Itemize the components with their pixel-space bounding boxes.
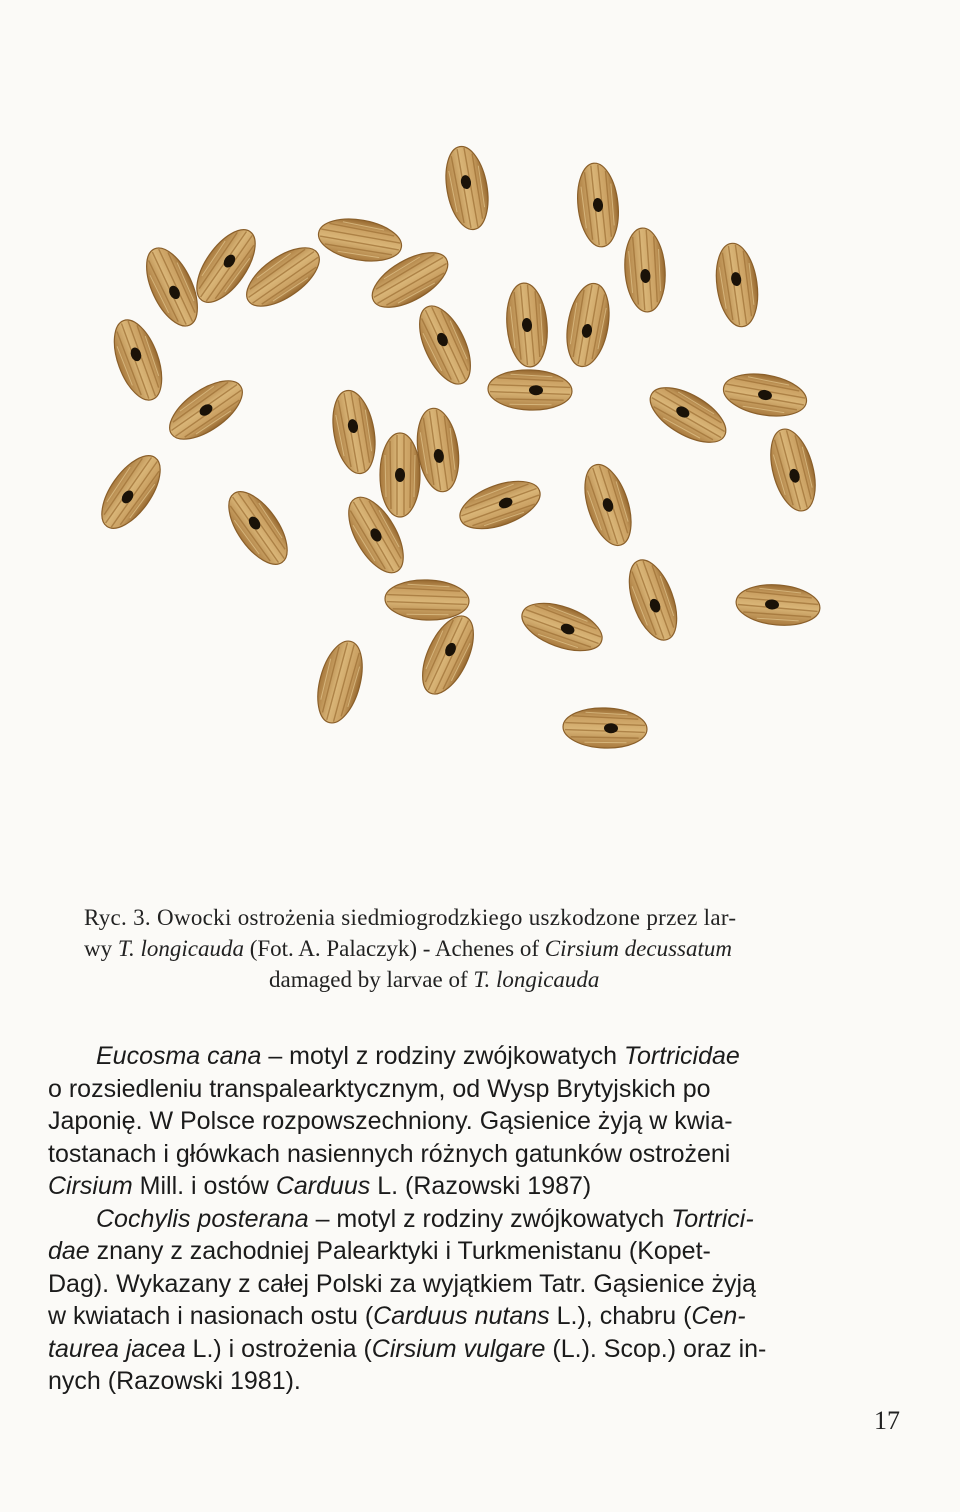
- achene-seed: [160, 370, 252, 451]
- achene-seed: [620, 554, 686, 647]
- p1-line-3: Japonię. W Polsce rozpowszechniony. Gąsienice żyją w kwia-: [48, 1107, 733, 1135]
- p2-line-6: nych (Razowski 1981).: [48, 1367, 301, 1395]
- paragraph-cochylis-posterana-cont: [48, 1235, 908, 1398]
- p2-line-5: taurea jacea L.) i ostrożenia (Cirsium vulgare (L.). Scop.) oraz in-: [48, 1334, 767, 1363]
- caption-line-1: Ryc. 3. Owocki ostrożenia siedmiogrodzkiego uszkodzone przez lar-: [84, 905, 737, 930]
- achene-seed: [218, 482, 299, 574]
- achene-seed: [734, 581, 821, 628]
- achene-seed: [711, 241, 762, 330]
- achene-seed: [105, 314, 171, 407]
- achene-seed: [409, 298, 481, 391]
- p1-line-5: Cirsium Mill. i ostów Carduus L. (Razowski 1987): [48, 1172, 592, 1200]
- achene-seed: [561, 280, 615, 370]
- achene-seed: [516, 594, 609, 660]
- p1-line-1: Eucosma cana – motyl z rodziny zwójkowatych Tortricidae: [96, 1042, 740, 1070]
- achene-seed: [440, 143, 494, 233]
- p1-line-2: o rozsiedleniu transpalearktycznym, od Wysp Brytyjskich po: [48, 1074, 711, 1103]
- achene-seed: [91, 446, 172, 538]
- achene-seed: [380, 433, 420, 517]
- achene-seed: [763, 424, 823, 515]
- page-number: 17: [874, 1406, 900, 1435]
- body-text: [48, 1040, 908, 1398]
- p2-line-4: w kwiatach i nasionach ostu (Carduus nutans L.), chabru (Cen-: [48, 1302, 746, 1330]
- achene-seed: [310, 636, 370, 727]
- achene-seed: [503, 281, 550, 368]
- p1-line-4: tostanach i główkach nasiennych różnych gatunków ostrożeni: [48, 1139, 731, 1168]
- p2-line-3: Dag). Wykazany z całej Polski za wyjątkiem Tatr. Gąsienice żyją: [48, 1269, 756, 1298]
- achene-seed: [327, 387, 381, 477]
- achene-seed: [384, 579, 469, 622]
- paragraph-cochylis-posterana: [48, 1203, 908, 1236]
- achene-seed: [720, 368, 810, 422]
- p2-line-2: dae znany z zachodniej Palearktyki i Turkmenistanu (Kopet-: [48, 1237, 711, 1265]
- p2-line-1: Cochylis posterana – motyl z rodziny zwójkowatych Tortrici-: [96, 1204, 754, 1233]
- achene-seed: [315, 213, 405, 267]
- paragraph-eucosma-cana: [48, 1040, 908, 1073]
- paragraph-eucosma-cana-cont: [48, 1073, 908, 1203]
- achene-seed: [487, 369, 572, 412]
- caption-line-3: damaged by larvae of T. longicauda: [269, 967, 600, 992]
- achene-seed: [642, 377, 735, 454]
- caption-line-2: wy T. longicauda (Fot. A. Palaczyk) - Achenes of Cirsium decussatum: [84, 936, 732, 961]
- achene-seed: [622, 227, 668, 314]
- achene-seed: [454, 472, 547, 538]
- achene-seed: [412, 608, 484, 701]
- achene-seed: [574, 161, 623, 249]
- larval-exit-hole: [395, 468, 405, 482]
- achene-seed: [562, 707, 647, 750]
- achene-seed: [576, 459, 640, 551]
- figure-caption: [84, 902, 884, 995]
